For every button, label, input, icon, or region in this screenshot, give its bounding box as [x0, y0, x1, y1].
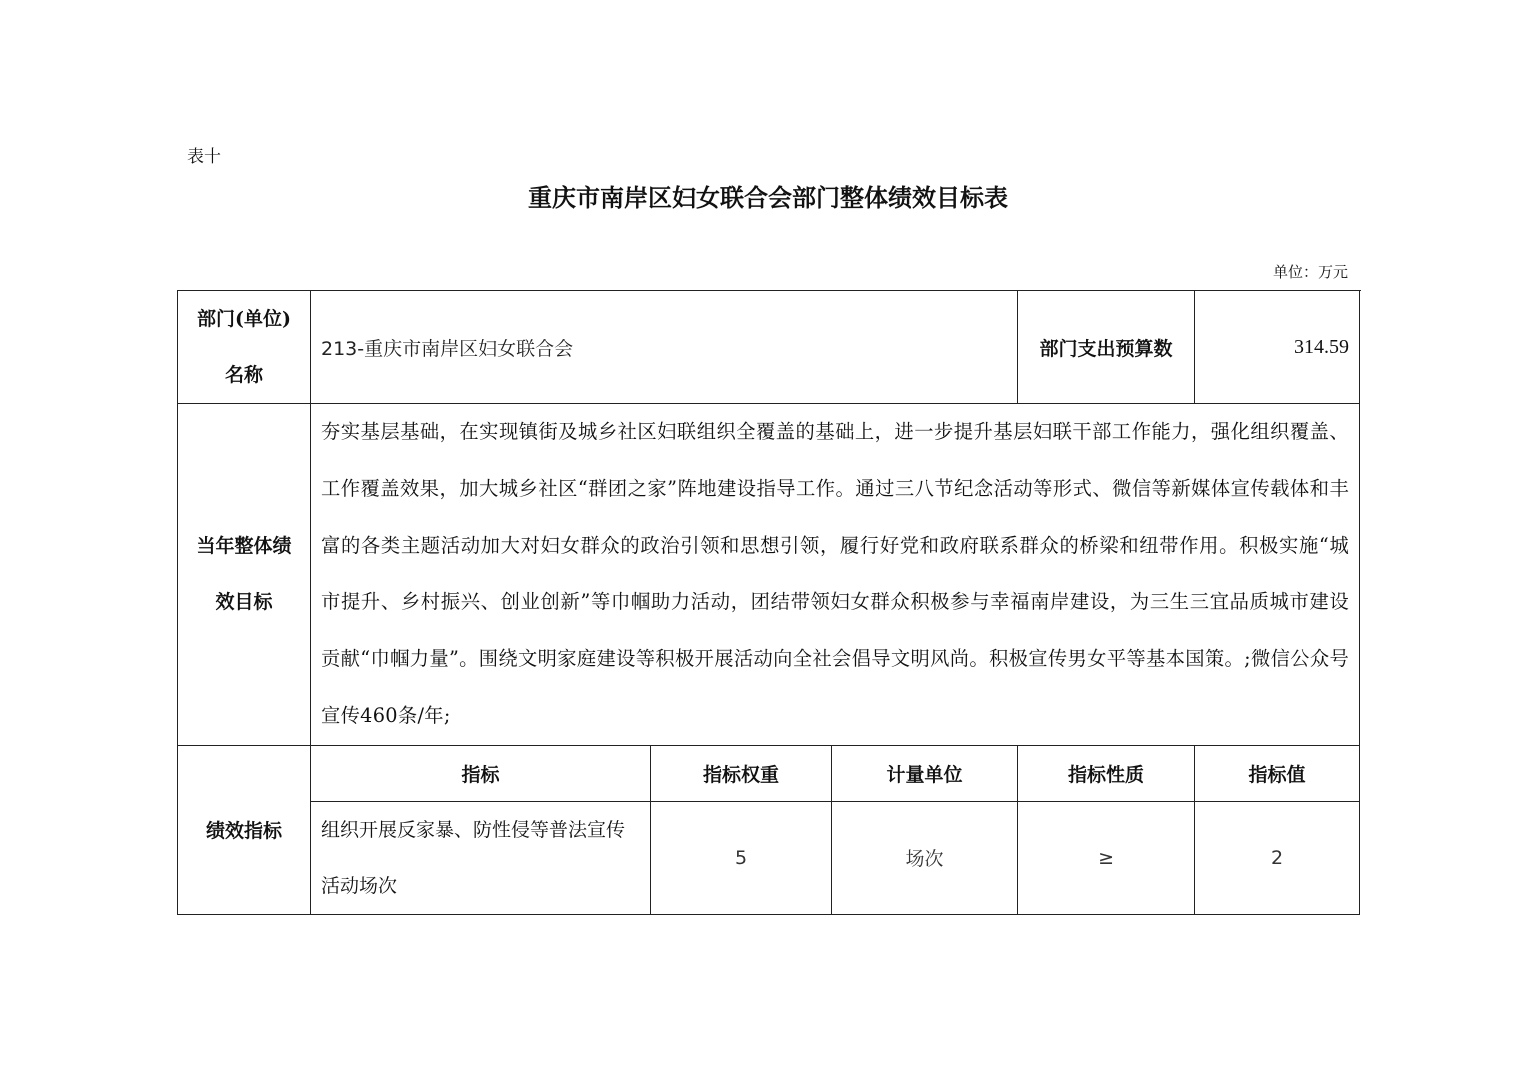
col-head-value: 指标值 [1195, 745, 1360, 801]
goal-row [178, 404, 1360, 746]
col-head-unit: 计量单位 [832, 745, 1018, 801]
dept-row [178, 291, 1360, 404]
budget-value: 314.59 [1195, 291, 1360, 404]
indicator-weight: 5 [651, 801, 832, 914]
indicator-unit: 场次 [832, 801, 1018, 914]
indicator-value: 2 [1195, 801, 1360, 914]
goal-text: 夯实基层基础，在实现镇街及城乡社区妇联组织全覆盖的基础上，进一步提升基层妇联干部工作能力，强化组织覆盖、工作覆盖效果，加大城乡社区“群团之家”阵地建设指导工作。通过三八节纪念活动等形式、微信等新媒体宣传载体和丰富的各类主题活动加大对妇女群众的政治引领和思想引领，履行好党和政府联系群众的桥梁和纽带作用。积极实施“城市提升、乡村振兴、创业创新”等巾帼助力活动，团结带领妇女群众积极参与幸福南岸建设，为三生三宜品质城市建设贡献“巾帼力量”。围绕文明家庭建设等积极开展活动向全社会倡导文明风尚。积极宣传男女平等基本国策。;微信公众号宣传460条/年; [311, 404, 1360, 746]
goal-label-line2: 效目标 [215, 591, 273, 614]
table-number: 表十 [187, 147, 221, 167]
dept-name-label-line2: 名称 [224, 364, 263, 386]
goal-label-line1: 当年整体绩 [196, 535, 292, 558]
dept-name-label-line1: 部门(单位) [197, 308, 291, 330]
dept-name-value: 213-重庆市南岸区妇女联合会 [311, 291, 1018, 404]
col-head-nature: 指标性质 [1018, 745, 1195, 801]
col-head-indicator: 指标 [311, 745, 651, 801]
unit-label: 单位：万元 [1272, 263, 1348, 281]
table-row [178, 801, 1360, 914]
indicator-nature: ≥ [1018, 801, 1195, 914]
col-head-weight: 指标权重 [651, 745, 832, 801]
dept-name-label [178, 291, 311, 404]
indicators-section-label: 绩效指标 [178, 745, 311, 914]
page-title: 重庆市南岸区妇女联合会部门整体绩效目标表 [528, 183, 1008, 212]
indicator-name: 组织开展反家暴、防性侵等普法宣传活动场次 [311, 801, 651, 914]
goal-label [178, 404, 311, 746]
budget-label: 部门支出预算数 [1018, 291, 1195, 404]
indicator-header-row [178, 745, 1360, 801]
performance-target-table [177, 290, 1360, 915]
